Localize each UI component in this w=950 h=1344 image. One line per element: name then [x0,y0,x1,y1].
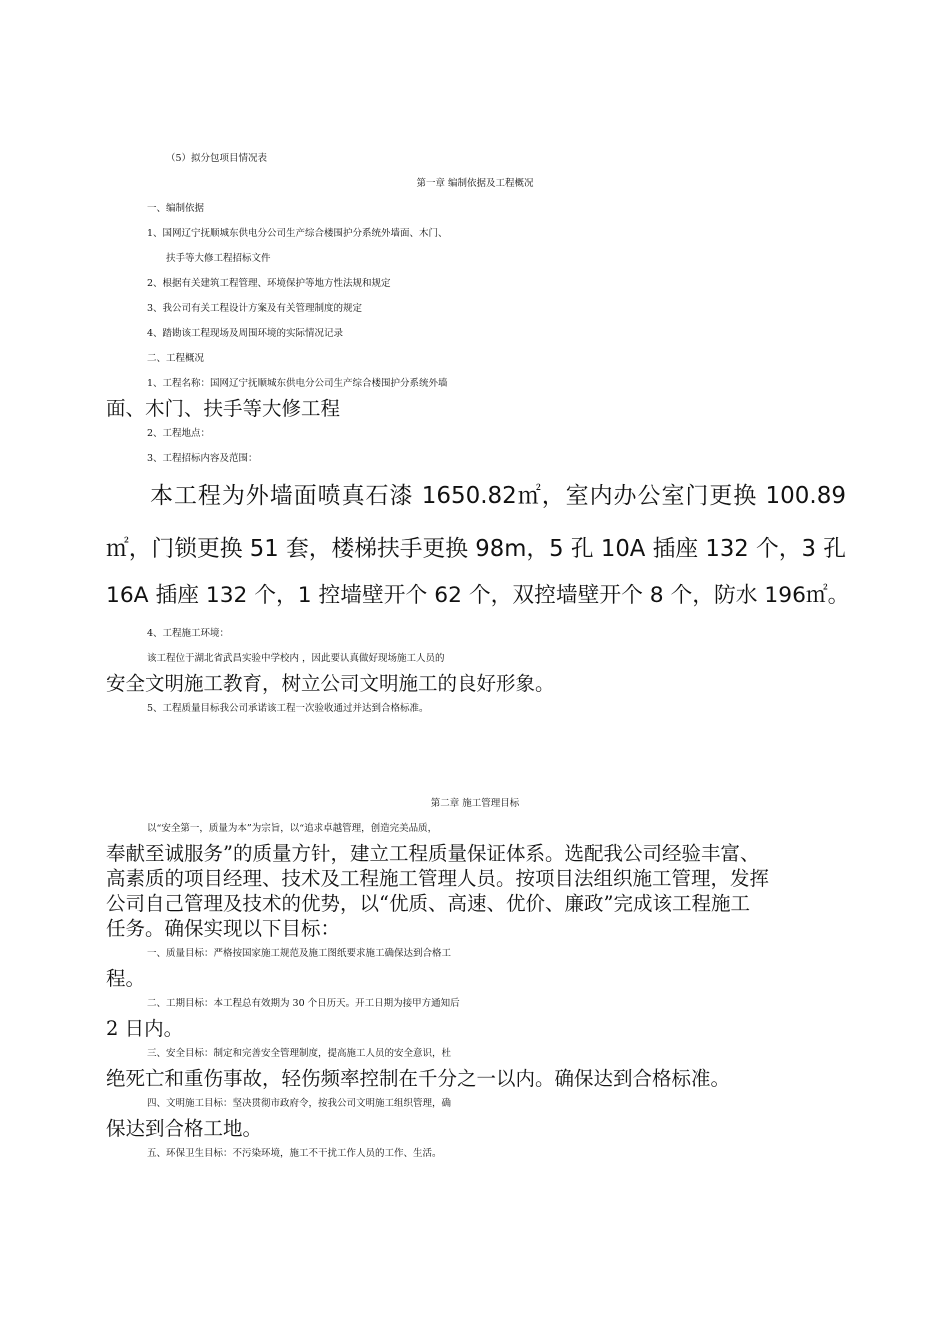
scope-text-line: 本工程为外墙面喷真石漆 1650.82㎡，室内办公室门更换 100.89 [150,483,846,509]
subsection-heading: （5）拟分包项目情况表 [166,153,268,164]
text-line: 面、木门、扶手等大修工程 [106,397,341,420]
text-line: 二、工期目标：本工程总有效期为 30 个日历天。开工日期为接甲方通知后 [147,998,460,1009]
text-line: 高素质的项目经理、技术及工程施工管理人员。按项目法组织施工管理，发挥 [106,867,770,890]
text-line: 四、文明施工目标：坚决贯彻市政府令，按我公司文明施工组织管理，确 [147,1098,452,1109]
text-line: 4、踏勘该工程现场及周围环境的实际情况记录 [147,328,344,339]
text-line: 任务。确保实现以下目标： [106,917,341,940]
text-line: 以“安全第一，质量为本”为宗旨，以“追求卓越管理，创造完美品质， [147,823,438,834]
chapter-1-title: 第一章 编制依据及工程概况 [416,178,534,189]
text-line: 奉献至诚服务”的质量方针，建立工程质量保证体系。选配我公司经验丰富、 [106,842,760,865]
text-line: 三、安全目标：制定和完善安全管理制度，提高施工人员的安全意识，杜 [147,1048,452,1059]
text-line: 5、工程质量目标我公司承诺该工程一次验收通过并达到合格标准。 [147,703,429,714]
scope-text-line: 16A 插座 132 个，1 控墙壁开个 62 个，双控墙壁开个 8 个，防水 196㎡。 [106,583,850,608]
text-line: 绝死亡和重伤事故，轻伤频率控制在千分之一以内。确保达到合格标准。 [106,1067,731,1090]
text-line: 五、环保卫生目标：不污染环境，施工不干扰工作人员的工作、生活。 [147,1148,442,1159]
text-line: 3、工程招标内容及范围： [147,453,258,464]
text-line: 1、工程名称：国网辽宁抚顺城东供电分公司生产综合楼围护分系统外墙 [147,378,448,389]
text-line: 4、工程施工环境： [147,628,230,639]
text-line: 一、质量目标：严格按国家施工规范及施工图纸要求施工确保达到合格工 [147,948,452,959]
text-line: 该工程位于湖北省武昌实验中学校内 ，因此要认真做好现场施工人员的 [147,653,445,664]
section-heading: 二、工程概况 [147,353,205,364]
text-line: 2 日内。 [106,1017,184,1040]
text-line: 2、根据有关建筑工程管理、环境保护等地方性法规和规定 [147,278,391,289]
chapter-2-title: 第二章 施工管理目标 [430,798,520,809]
text-line: 安全文明施工教育，树立公司文明施工的良好形象。 [106,672,555,695]
text-line: 保达到合格工地。 [106,1117,263,1140]
text-line: 公司自己管理及技术的优势，以“优质、高速、优价、廉政”完成该工程施工 [106,892,750,915]
section-heading: 一、编制依据 [147,203,205,214]
text-line: 3、我公司有关工程设计方案及有关管理制度的规定 [147,303,363,314]
text-line: 程。 [106,967,146,990]
text-line: 1、国网辽宁抚顺城东供电分公司生产综合楼围护分系统外墙面、木门、 [147,228,448,239]
text-line: 2、工程地点： [147,428,211,439]
text-line: 扶手等大修工程招标文件 [166,253,271,264]
scope-text-line: ㎡，门锁更换 51 套，楼梯扶手更换 98m，5 孔 10A 插座 132 个，3 孔 [106,536,846,562]
